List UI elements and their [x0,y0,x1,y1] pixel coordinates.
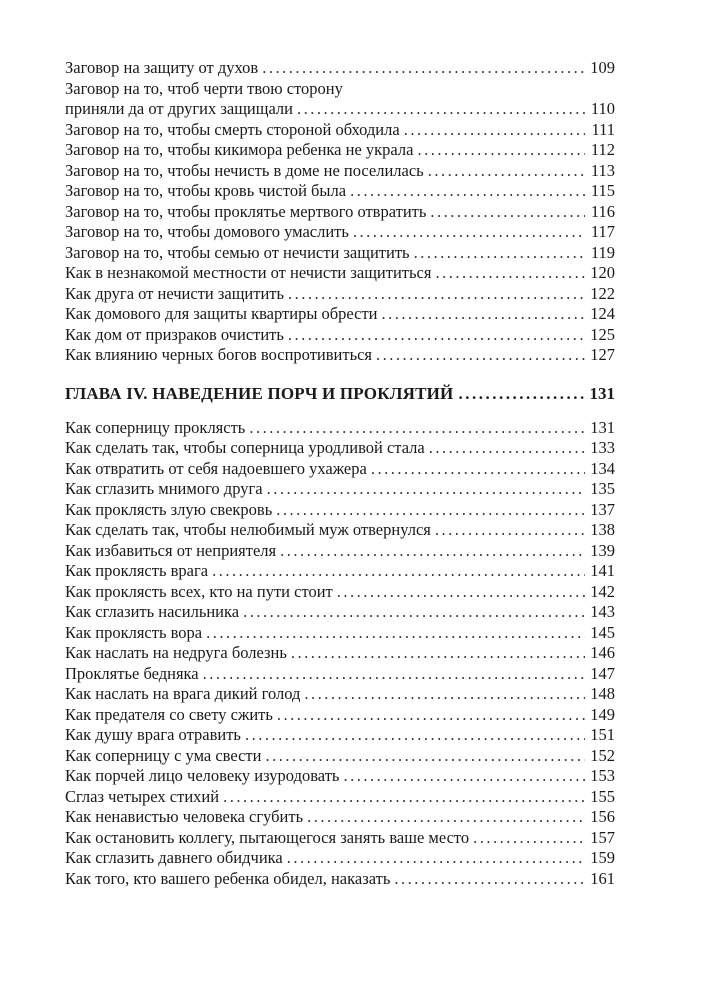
entry-title: Как сглазить насильника [65,602,240,621]
toc-entry [65,766,615,787]
toc-entry [65,500,615,521]
entry-title: Как домового для защиты квартиры обрести [65,304,378,323]
chapter-heading [65,383,615,404]
chapter-title: ГЛАВА IV. НАВЕДЕНИЕ ПОРЧ И ПРОКЛЯТИЙ [65,383,454,403]
entry-page: 149 [590,704,615,724]
entry-title: Как предателя со свету сжить [65,704,273,724]
leader-dots [458,383,584,404]
entry-title: Заговор на то, чтобы нечисть в доме не поселилась [65,160,424,180]
leader-dots [243,602,585,623]
leader-dots [435,520,585,541]
leader-dots [267,479,585,500]
toc-entry [65,623,615,644]
entry-title: Как сглазить мнимого друга [65,479,263,498]
entry-title: Заговор на то, чтобы кровь чистой была [65,181,347,200]
leader-dots [291,643,585,664]
toc-entry [65,705,615,726]
entry-title: Заговор на то, чтоб черти твою сторону [65,78,343,98]
toc-entry [65,684,615,705]
entry-title: Как проклясть злую свекровь [65,499,273,519]
leader-dots [428,161,585,182]
toc-entry [65,99,615,120]
entry-page: 156 [590,807,615,826]
toc-entry [65,602,615,623]
leader-dots [203,664,585,685]
entry-title: Как друга от нечисти защитить [65,283,285,303]
entry-page: 155 [590,786,615,806]
entry-title: Как соперницу проклясть [65,417,246,437]
entry-page: 147 [590,663,615,683]
toc-entry [65,643,615,664]
entry-title: Как проклясть всех, кто на пути стоит [65,581,333,601]
toc-entry [65,459,615,480]
leader-dots [414,243,585,264]
entry-page: 119 [590,242,615,262]
entry-title: Как душу врага отравить [65,725,241,744]
entry-title: Как влиянию черных богов воспротивиться [65,345,373,364]
leader-dots [245,725,585,746]
leader-dots [249,418,585,439]
leader-dots [404,120,585,141]
leader-dots [307,807,585,828]
entry-page: 148 [590,684,615,703]
entry-page: 151 [590,725,615,744]
leader-dots [297,99,585,120]
toc-entry [65,418,615,439]
entry-title: Заговор на защиту от духов [65,58,259,77]
entry-title: Как отвратить от себя надоевшего ухажера [65,458,367,478]
leader-dots [337,582,585,603]
entry-page: 133 [590,438,615,457]
chapter-page: 131 [589,383,615,403]
entry-page: 143 [590,602,615,621]
entry-title: Как проклясть вора [65,622,203,642]
entry-page: 153 [590,766,615,785]
entry-page: 109 [590,58,615,77]
leader-dots [277,705,585,726]
entry-title: Как наслать на врага дикий голод [65,684,301,703]
leader-dots [429,438,585,459]
entry-page: 159 [590,848,615,867]
entry-title: Как сглазить давнего обидчика [65,848,283,867]
leader-dots [376,345,585,366]
leader-dots [353,222,585,243]
leader-dots [417,140,585,161]
leader-dots [394,869,585,890]
toc-entry [65,202,615,223]
entry-title: Сглаз четырех стихий [65,786,220,806]
entry-page: 135 [590,479,615,498]
toc-entry [65,140,615,161]
entry-page: 127 [590,345,615,364]
entry-title: Как того, кто вашего ребенка обидел, наказать [65,868,391,888]
toc-entry [65,520,615,541]
toc-entry [65,787,615,808]
leader-dots [473,828,585,849]
toc-entry [65,79,615,100]
leader-dots [288,325,585,346]
entry-page: 161 [590,868,615,888]
leader-dots [280,541,585,562]
toc-entry [65,181,615,202]
entry-title: Заговор на то, чтобы семью от нечисти защитить [65,242,410,262]
entry-page: 138 [590,520,615,539]
toc-entry [65,222,615,243]
toc-entry [65,746,615,767]
toc-entry [65,664,615,685]
entry-page: 125 [590,324,615,344]
entry-page: 112 [590,140,615,159]
leader-dots [343,766,585,787]
leader-dots [288,284,585,305]
entry-title: Проклятье бедняка [65,663,199,683]
entry-page: 113 [590,160,615,180]
entry-page: 122 [590,283,615,303]
toc-entry [65,869,615,890]
leader-dots [350,181,585,202]
entry-page: 137 [590,499,615,519]
entry-title: Как порчей лицо человеку изуродовать [65,766,340,785]
entry-title: Как наслать на недруга болезнь [65,643,287,662]
leader-dots [265,746,585,767]
toc-entry [65,582,615,603]
toc-entry [65,120,615,141]
entry-title: Как соперницу с ума свести [65,745,262,765]
entry-title: Как в незнакомой местности от нечисти защититься [65,263,432,282]
entry-title: Как остановить коллегу, пытающегося занять ваше место [65,827,470,847]
toc-entry [65,284,615,305]
entry-page: 141 [590,561,615,580]
leader-dots [287,848,585,869]
entry-page: 145 [590,622,615,642]
entry-title: Заговор на то, чтобы смерть стороной обходила [65,119,400,139]
toc-entry [65,243,615,264]
entry-title: приняли да от других защищали [65,99,293,118]
entry-page: 139 [590,540,615,560]
entry-page: 120 [590,263,615,282]
toc-entry [65,725,615,746]
entry-page: 111 [591,119,615,139]
entry-page: 115 [590,181,615,200]
entry-title: Как сделать так, чтобы соперница уродливой стала [65,438,425,457]
toc-entry [65,561,615,582]
entry-title: Как проклясть врага [65,561,209,580]
leader-dots [430,202,585,223]
toc-entry [65,541,615,562]
toc-entry [65,479,615,500]
entry-page: 117 [590,222,615,241]
entry-page: 146 [590,643,615,662]
leader-dots [276,500,585,521]
leader-dots [382,304,585,325]
entry-page: 142 [590,581,615,601]
leader-dots [212,561,585,582]
leader-dots [304,684,585,705]
leader-dots [223,787,585,808]
leader-dots [371,459,585,480]
leader-dots [206,623,585,644]
entry-title: Заговор на то, чтобы проклятье мертвого отвратить [65,201,427,221]
toc-entry [65,807,615,828]
entry-page: 124 [590,304,615,323]
toc-entry [65,438,615,459]
entry-title: Как сделать так, чтобы нелюбимый муж отвернулся [65,520,431,539]
toc-entry [65,58,615,79]
toc-entry [65,848,615,869]
toc-entry [65,325,615,346]
entry-title: Как избавиться от неприятеля [65,540,277,560]
entry-page: 131 [590,417,615,437]
entry-title: Заговор на то, чтобы кикимора ребенка не украла [65,140,414,159]
leader-dots [262,58,585,79]
toc-entry [65,345,615,366]
entry-page: 134 [590,458,615,478]
entry-page: 116 [590,201,615,221]
entry-page: 110 [590,99,615,118]
entry-title: Заговор на то, чтобы домового умаслить [65,222,349,241]
table-of-contents [65,58,615,889]
toc-entry [65,263,615,284]
toc-entry [65,161,615,182]
toc-entry [65,304,615,325]
leader-dots [435,263,585,284]
entry-title: Как дом от призраков очистить [65,324,284,344]
entry-page: 157 [590,827,615,847]
toc-entry [65,828,615,849]
entry-page: 152 [590,745,615,765]
entry-title: Как ненавистью человека сгубить [65,807,304,826]
